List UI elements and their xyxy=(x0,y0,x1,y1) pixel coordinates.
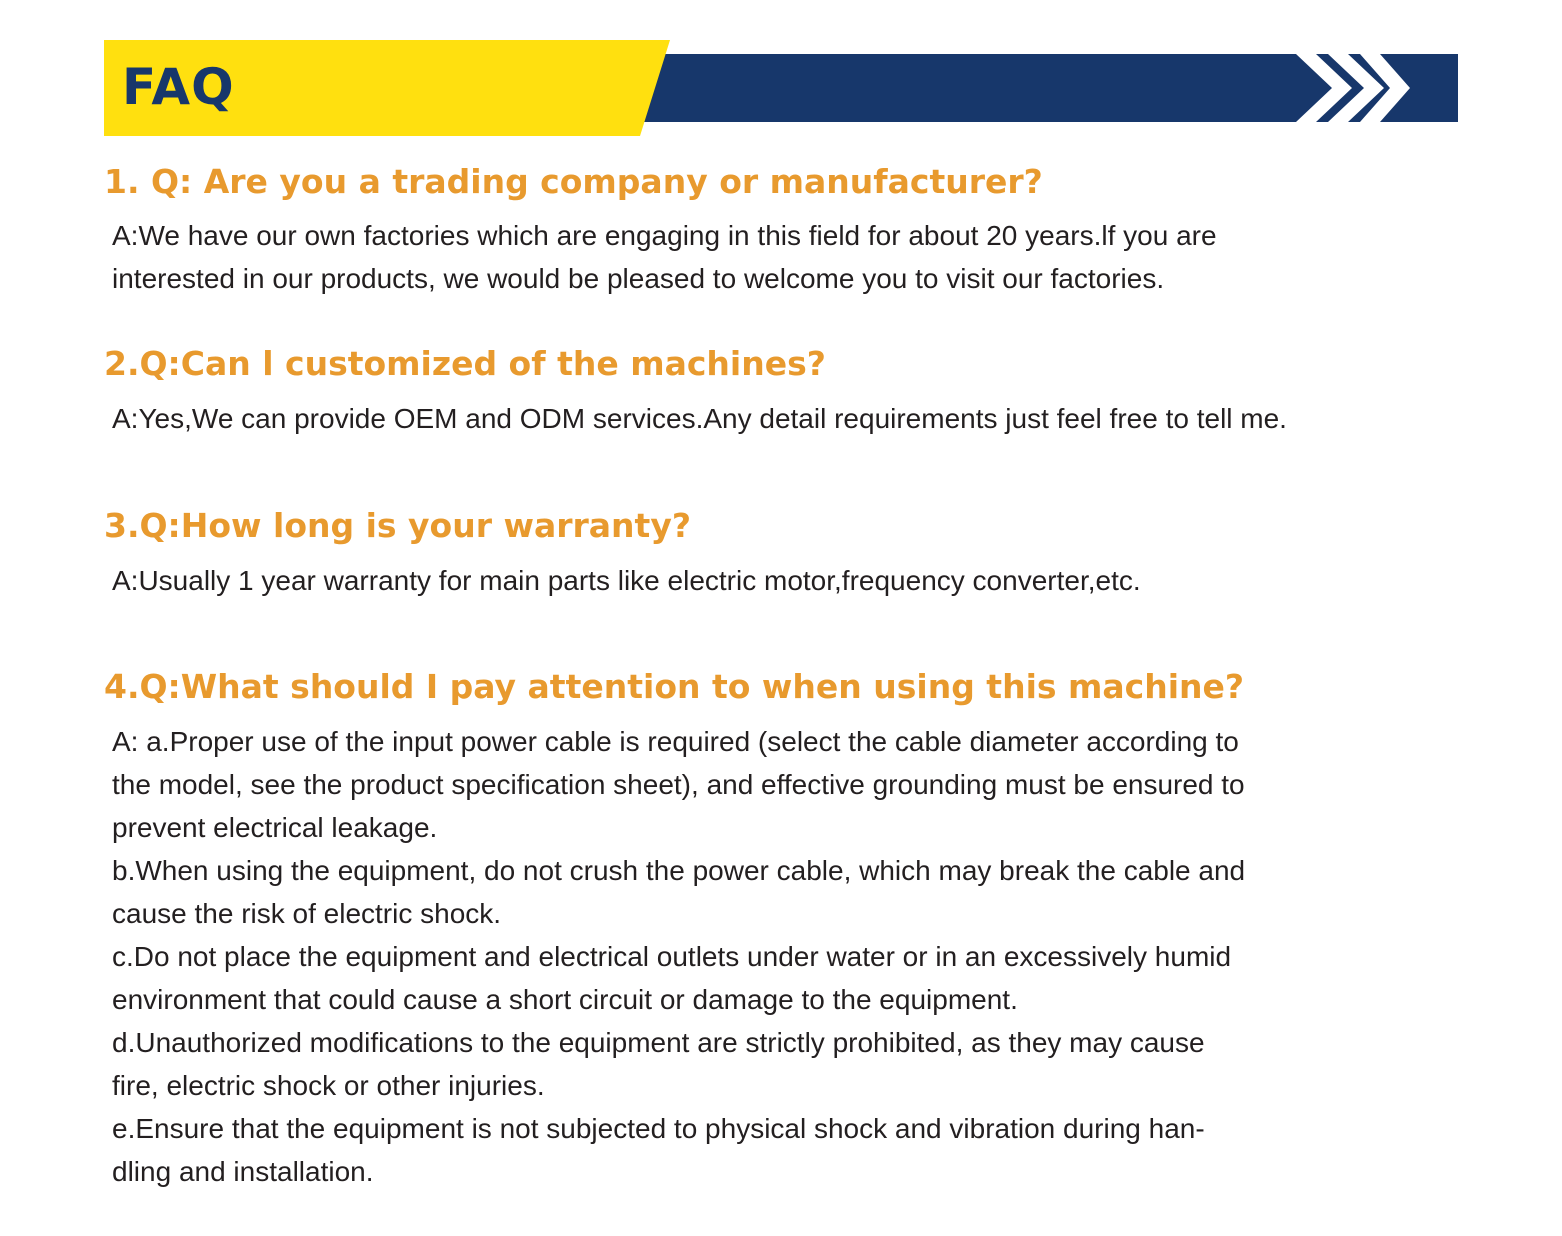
answer-line: d.Unauthorized modifications to the equipment are strictly prohibited, as they may cause xyxy=(112,1027,1205,1058)
answer-line: prevent electrical leakage. xyxy=(112,812,438,843)
faq-question-1: 1. Q: Are you a trading company or manufacturer? xyxy=(104,162,1043,201)
answer-line: A:Yes,We can provide OEM and ODM services.Any detail requirements just feel free to tell me. xyxy=(112,403,1287,434)
answer-line: the model, see the product specification sheet), and effective grounding must be ensured to xyxy=(112,769,1245,800)
answer-line: fire, electric shock or other injuries. xyxy=(112,1070,545,1101)
answer-line: environment that could cause a short circuit or damage to the equipment. xyxy=(112,984,1018,1015)
faq-question-2: 2.Q:Can l customized of the machines? xyxy=(104,344,826,383)
page-title: FAQ xyxy=(122,58,235,116)
answer-line: cause the risk of electric shock. xyxy=(112,898,502,929)
answer-line: b.When using the equipment, do not crush the power cable, which may break the cable and xyxy=(112,855,1246,886)
answer-line: A:We have our own factories which are engaging in this field for about 20 years.lf you are xyxy=(112,220,1217,251)
faq-answer-1 xyxy=(112,214,1362,300)
faq-question-4: 4.Q:What should I pay attention to when using this machine? xyxy=(104,667,1245,706)
answer-line: A: a.Proper use of the input power cable is required (select the cable diameter according to xyxy=(112,726,1239,757)
faq-answer-3 xyxy=(112,559,1362,602)
faq-question-3: 3.Q:How long is your warranty? xyxy=(104,506,691,545)
answer-line: dling and installation. xyxy=(112,1156,374,1187)
answer-line: e.Ensure that the equipment is not subjected to physical shock and vibration during han- xyxy=(112,1113,1205,1144)
faq-answer-2 xyxy=(112,397,1362,440)
answer-line: c.Do not place the equipment and electrical outlets under water or in an excessively humid xyxy=(112,941,1232,972)
answer-line: A:Usually 1 year warranty for main parts like electric motor,frequency converter,etc. xyxy=(112,565,1141,596)
faq-banner xyxy=(0,0,1562,140)
answer-line: interested in our products, we would be pleased to welcome you to visit our factories. xyxy=(112,263,1165,294)
faq-answer-4 xyxy=(112,720,1362,1193)
